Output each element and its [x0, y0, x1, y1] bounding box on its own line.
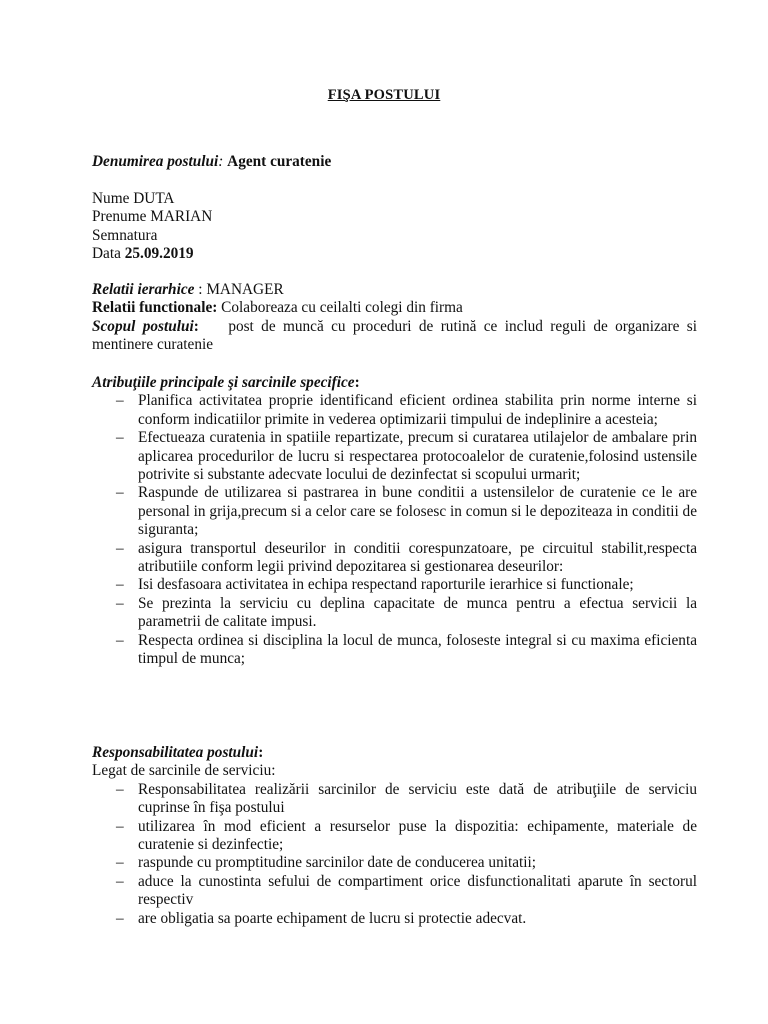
responsabilitate-heading-line: [92, 744, 697, 762]
list-item: [92, 854, 697, 872]
list-item: [92, 781, 697, 818]
nume-line: [92, 190, 697, 208]
semnatura-label: Semnatura: [92, 226, 158, 244]
responsabilitate-colon: :: [258, 744, 264, 761]
list-item-text: Se prezinta la serviciu cu deplina capacitate de munca pentru a efectua servicii la parametrii de calitate impusi.: [138, 594, 697, 631]
atributii-list: [92, 392, 697, 668]
list-item-text: are obligatia sa poarte echipament de lucru si protectie adecvat.: [138, 909, 527, 927]
list-item: [92, 484, 697, 539]
data-line: [92, 245, 697, 263]
dash-bullet: –: [116, 539, 124, 557]
dash-bullet: –: [116, 594, 124, 612]
dash-bullet: –: [116, 429, 124, 447]
dash-bullet: –: [116, 817, 124, 835]
list-item: [92, 818, 697, 855]
post-name-sep: :: [218, 153, 228, 170]
list-item-text: Responsabilitatea realizării sarcinilor de serviciu este dată de atribuţiile de serviciu cuprinse în fişa postului: [138, 780, 697, 817]
list-item-text: aduce la cunostinta sefului de compartiment orice disfunctionalitati aparute în sectorul respectiv: [138, 872, 697, 909]
atributii-heading: Atribuţiile principale şi sarcinile specifice: [92, 374, 355, 391]
prenume-value: MARIAN: [150, 208, 213, 226]
dash-bullet: –: [116, 909, 124, 927]
prenume-line: [92, 208, 697, 226]
dash-bullet: –: [116, 484, 124, 502]
list-item: [92, 429, 697, 484]
list-item-text: Raspunde de utilizarea si pastrarea in bune conditii a ustensilelor de curatenie ce le are personal in grija,precum si a celor care se folosesc in comun si le depoziteaza in conditii de siguranta;: [138, 484, 697, 539]
nume-label: Nume: [92, 190, 130, 207]
person-block: [92, 190, 697, 264]
relatii-ierarhice-line: [92, 281, 697, 299]
relatii-functionale-line: [92, 299, 697, 317]
list-item-text: Isi desfasoara activitatea in echipa respectand raporturile ierarhice si functionale;: [138, 576, 634, 594]
list-item-text: Respecta ordinea si disciplina la locul de munca, foloseste integral si cu maxima eficienta timpul de munca;: [138, 631, 697, 668]
dash-bullet: –: [116, 392, 124, 410]
list-item: [92, 576, 697, 594]
dash-bullet: –: [116, 780, 124, 798]
list-item: [92, 910, 697, 928]
data-label: Data: [92, 245, 121, 263]
scop-line: [92, 318, 697, 355]
scop-label: Scopul postului: [92, 317, 194, 335]
post-name-value: Agent curatenie: [227, 153, 332, 170]
scop-value: post de muncă cu proceduri de rutină ce includ reguli de organizare si mentinere curatenie: [92, 317, 697, 354]
relations-block: [92, 281, 697, 355]
list-item-text: raspunde cu promptitudine sarcinilor date de conducerea unitatii;: [138, 854, 537, 872]
relatii-functionale-label: Relatii functionale:: [92, 299, 218, 317]
list-item-text: Efectueaza curatenia in spatiile repartizate, precum si curatarea utilajelor de ambalare prin aplicarea procedurilor de lucru si respectarea protocoalelor de curatenie,folosind ustensile potrivite si substante adecvate locului de dezinfectat si scopului urmarit;: [138, 429, 697, 484]
nume-value: DUTA: [133, 190, 175, 207]
semnatura-line: [92, 227, 697, 245]
dash-bullet: –: [116, 872, 124, 890]
list-item: [92, 540, 697, 577]
responsabilitate-intro: Legat de sarcinile de serviciu:: [92, 762, 276, 780]
list-item-text: asigura transportul deseurilor in conditii corespunzatoare, pe circuitul stabilit,respecta atributiile conform legii privind depozitarea si gestionarea deseurilor:: [138, 539, 697, 576]
responsabilitate-list: [92, 781, 697, 928]
scop-sep: :: [193, 317, 199, 335]
responsabilitate-section: [92, 744, 697, 928]
dash-bullet: –: [116, 576, 124, 594]
list-item-text: Planifica activitatea proprie identificand eficient ordinea stabilita prin norme interne si conform indicatiilor primite in vederea optimizarii timpului de indeplinire a acesteia;: [138, 392, 697, 428]
document-title: FIŞA POSTULUI: [327, 87, 441, 103]
list-item: [92, 392, 697, 429]
atributii-colon: :: [354, 374, 360, 391]
relatii-ierarhice-label: Relatii ierarhice: [92, 281, 195, 298]
data-value: 25.09.2019: [124, 245, 194, 263]
list-item-text: utilizarea în mod eficient a resurselor puse la dispozitia: echipamente, materiale de curatenie si dezinfectie;: [138, 817, 697, 854]
atributii-heading-line: [92, 374, 697, 392]
dash-bullet: –: [116, 854, 124, 872]
post-name-label: Denumirea postului: [92, 153, 219, 170]
relatii-ierarhice-value: MANAGER: [206, 281, 284, 298]
prenume-label: Prenume: [92, 208, 147, 226]
relatii-ierarhice-sep: :: [194, 281, 207, 298]
atributii-section: [92, 374, 697, 669]
list-item: [92, 595, 697, 632]
relatii-functionale-value: Colaboreaza cu ceilalti colegi din firma: [221, 299, 463, 317]
post-name-line: [92, 153, 697, 171]
responsabilitate-heading: Responsabilitatea postului: [92, 744, 259, 761]
list-item: [92, 873, 697, 910]
list-item: [92, 632, 697, 669]
dash-bullet: –: [116, 631, 124, 649]
